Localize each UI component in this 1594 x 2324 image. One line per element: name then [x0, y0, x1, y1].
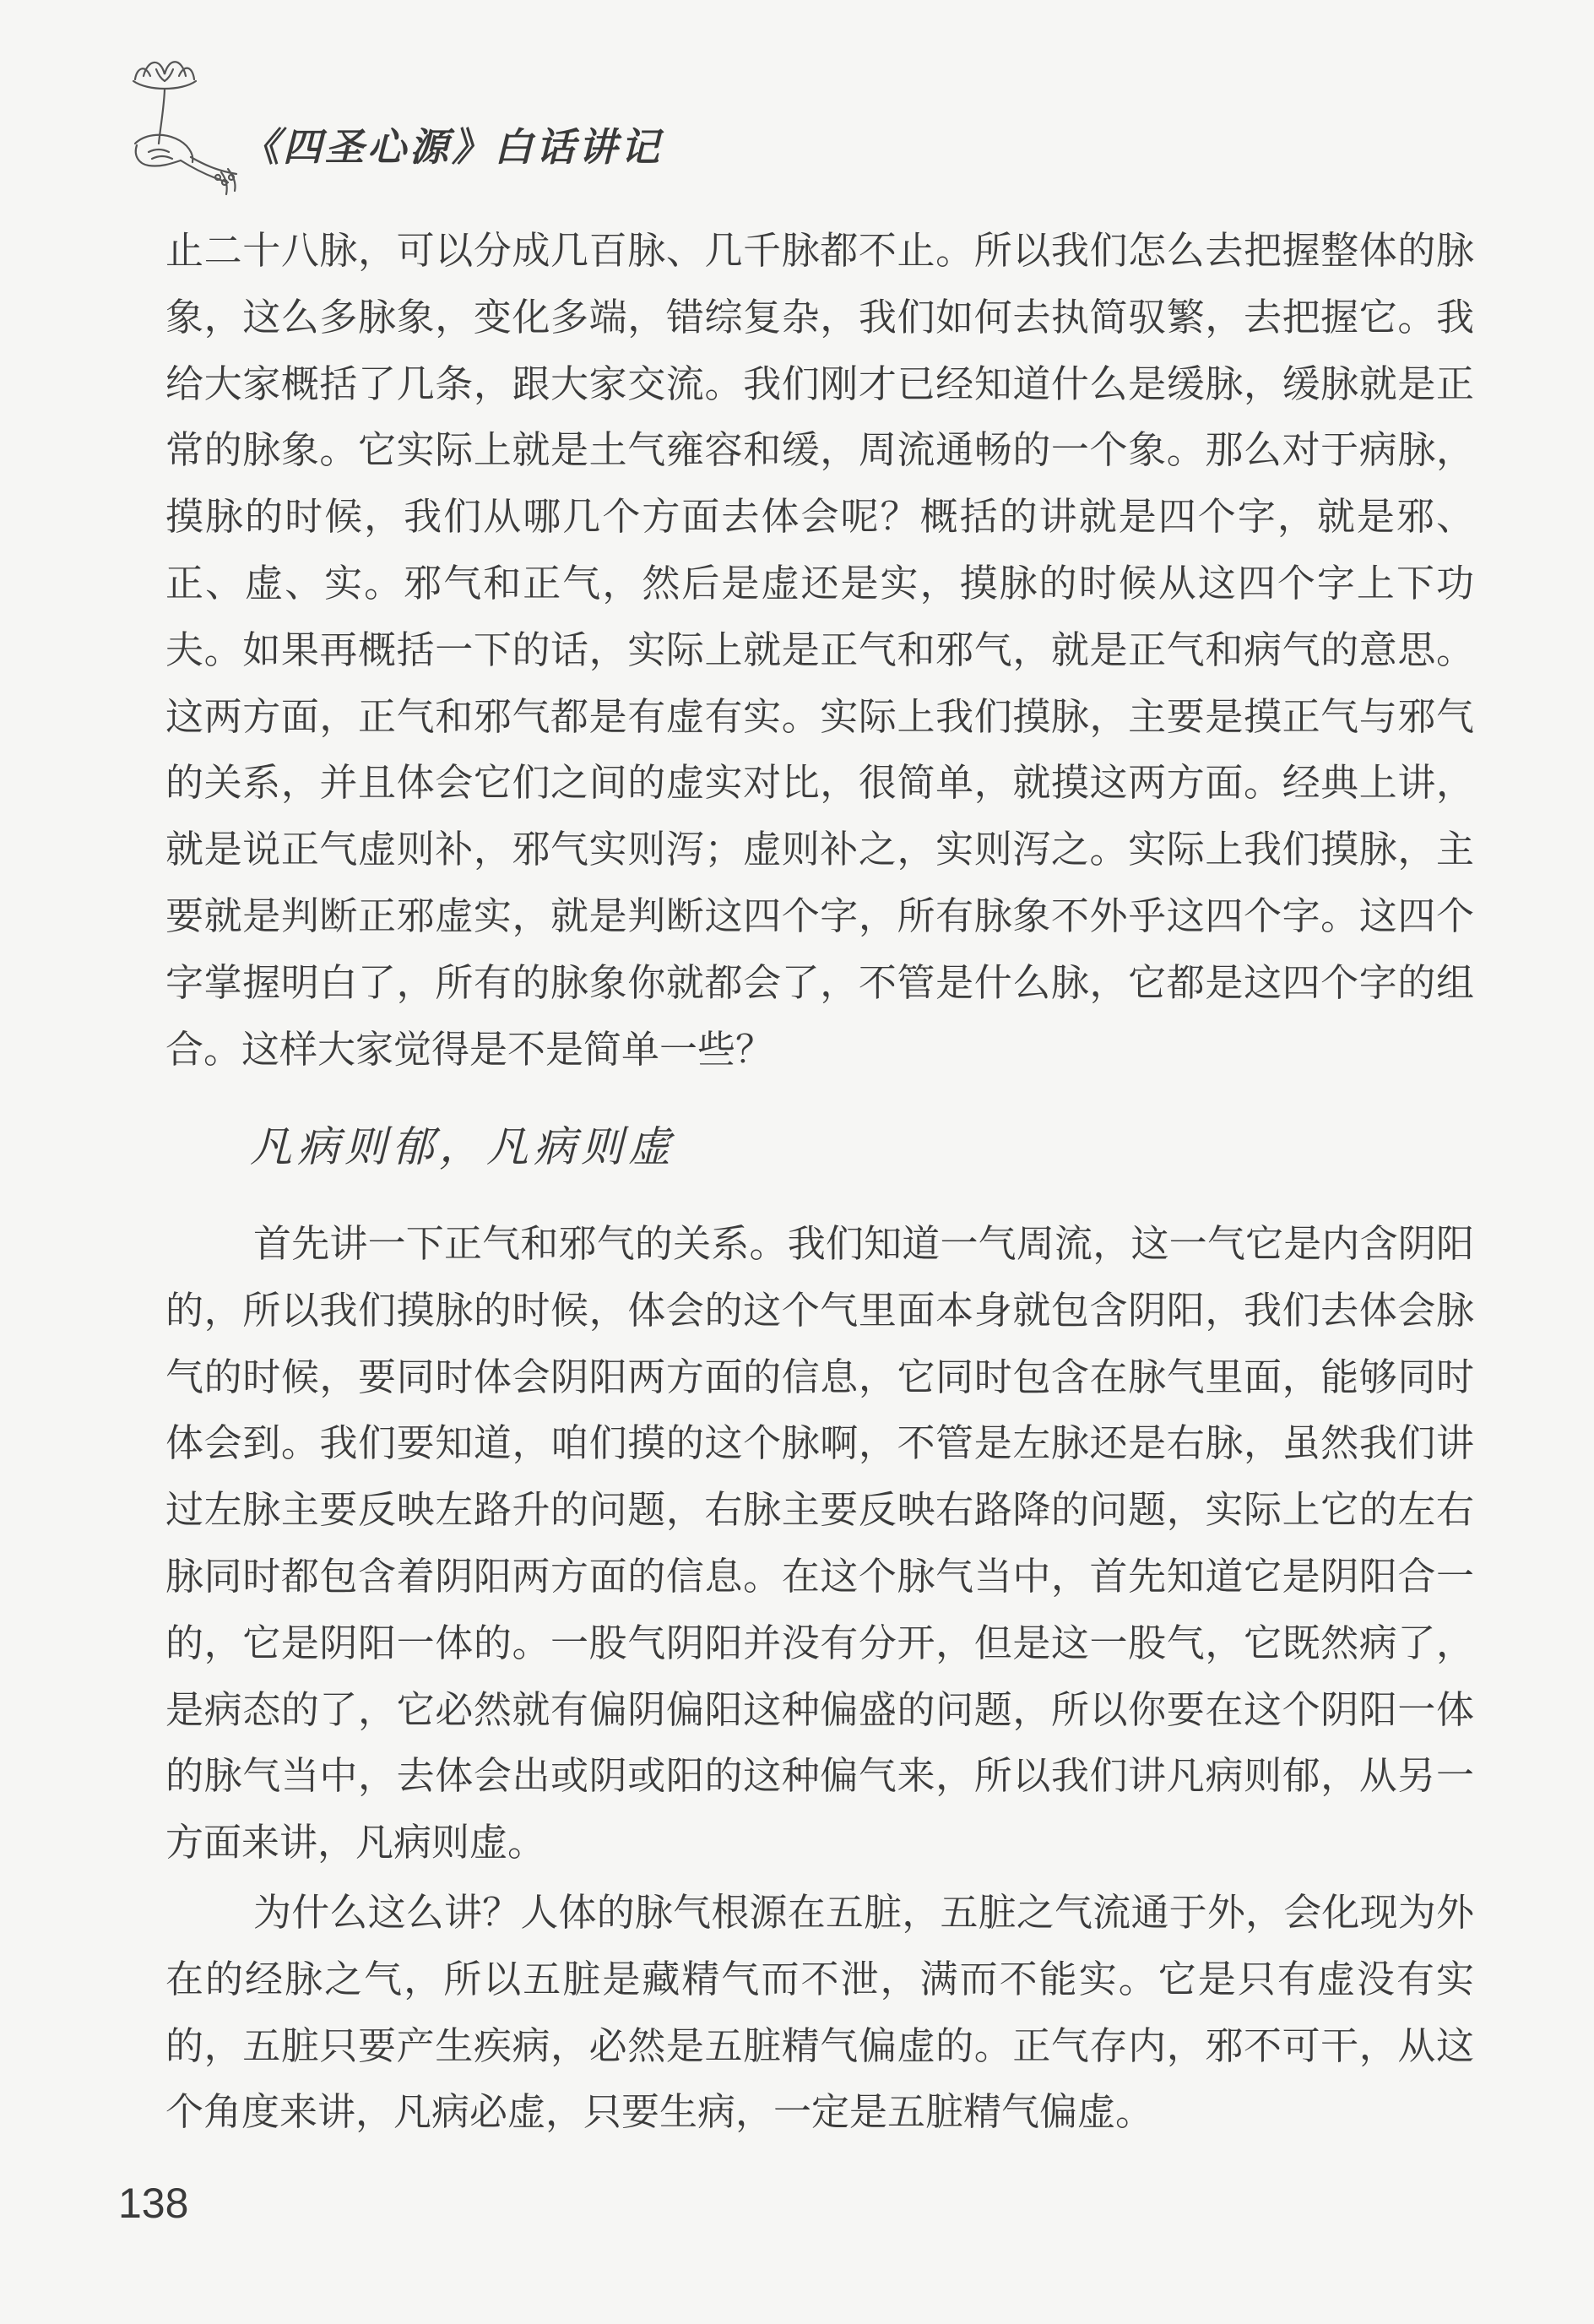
section-heading: 凡病则郁，凡病则虚 [250, 1122, 675, 1171]
lotus-hand-emblem-icon [110, 51, 253, 203]
page-number: 138 [118, 2180, 189, 2227]
paragraph-2: 首先讲一下正气和邪气的关系。我们知道一气周流，这一气它是内含阴阳的，所以我们摸脉的时候，体会的这个气里面本身就包含阴阳，我们去体会脉气的时候，要同时体会阴阳两方面的信息，它同时包含在脉气里面，能够同时体会到。我们要知道，咱们摸的这个脉啊，不管是左脉还是右脉，虽然我们讲过左脉主要反映左路升的问题，右脉主要反映右路降的问题，实际上它的左右脉同时都包含着阴阳两方面的信息。在这个脉气当中，首先知道它是阴阳合一的，它是阴阳一体的。一股气阴阳并没有分开，但是这一股气，它既然病了，是病态的了，它必然就有偏阴偏阳这种偏盛的问题，所以你要在这个阴阳一体的脉气当中，去体会出或阴或阳的这种偏气来，所以我们讲凡病则郁，从另一方面来讲，凡病则虚。 [165, 1221, 1474, 1865]
book-title: 《四圣心源》白话讲记 [241, 124, 663, 170]
paragraph-1: 止二十八脉，可以分成几百脉、几千脉都不止。所以我们怎么去把握整体的脉象，这么多脉象，变化多端，错综复杂，我们如何去执简驭繁，去把握它。我给大家概括了几条，跟大家交流。我们刚才已经知道什么是缓脉，缓脉就是正常的脉象。它实际上就是土气雍容和缓，周流通畅的一个象。那么对于病脉，摸脉的时候，我们从哪几个方面去体会呢？概括的讲就是四个字，就是邪、正、虚、实。邪气和正气，然后是虚还是实，摸脉的时候从这四个字上下功夫。如果再概括一下的话，实际上就是正气和邪气，就是正气和病气的意思。这两方面，正气和邪气都是有虚有实。实际上我们摸脉，主要是摸正气与邪气的关系，并且体会它们之间的虚实对比，很简单，就摸这两方面。经典上讲，就是说正气虚则补，邪气实则泻；虚则补之，实则泻之。实际上我们摸脉，主要就是判断正邪虚实，就是判断这四个字，所有脉象不外乎这四个字。这四个字掌握明白了，所有的脉象你就都会了，不管是什么脉，它都是这四个字的组合。这样大家觉得是不是简单一些？ [165, 228, 1474, 1072]
page-header [110, 51, 785, 211]
paragraph-3: 为什么这么讲？人体的脉气根源在五脏，五脏之气流通于外，会化现为外在的经脉之气，所以五脏是藏精气而不泄，满而不能实。它是只有虚没有实的，五脏只要产生疾病，必然是五脏精气偏虚的。正气存内，邪不可干，从这个角度来讲，凡病必虚，只要生病，一定是五脏精气偏虚。 [165, 1890, 1474, 2135]
